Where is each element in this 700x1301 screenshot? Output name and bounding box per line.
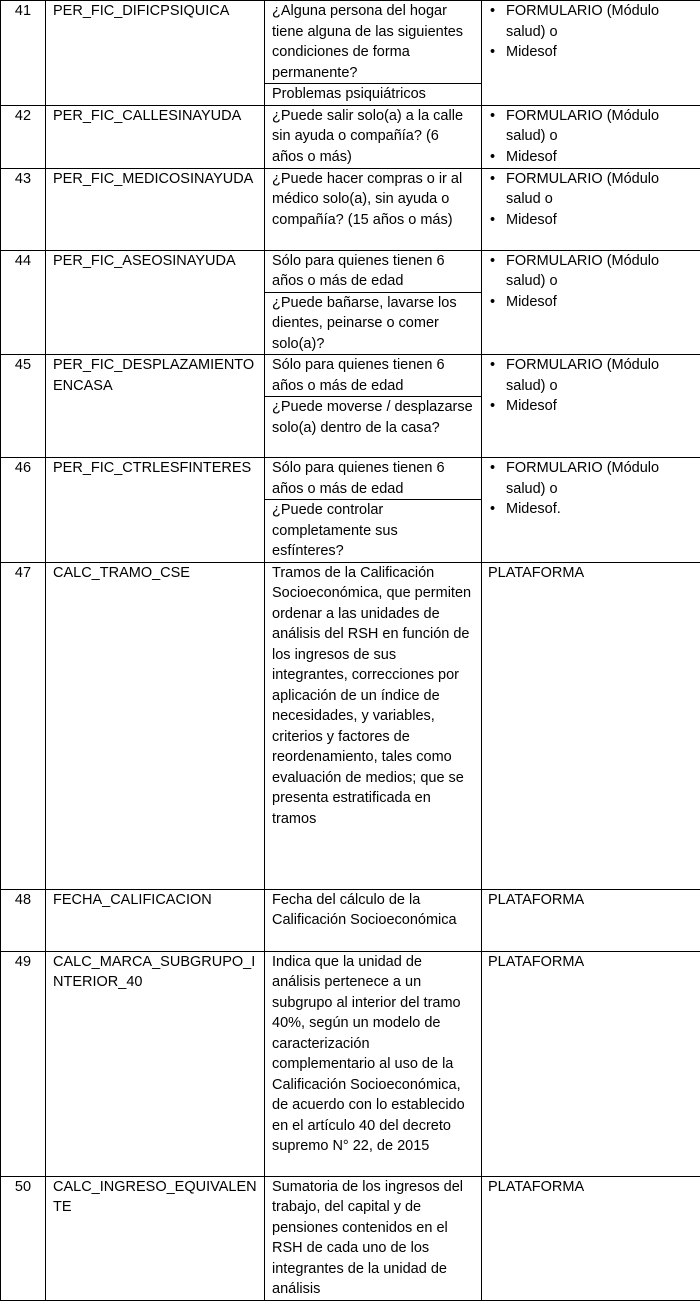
source-list-item: • Midesof: [488, 42, 696, 63]
variable-code: PER_FIC_DESPLAZAMIENTOENCASA: [46, 355, 265, 458]
source-list: [488, 1, 696, 63]
table-row: [1, 355, 700, 458]
row-number: 45: [1, 355, 46, 458]
table-row: [1, 458, 700, 563]
source-list-item: • Midesof: [488, 210, 696, 231]
variable-source: [482, 889, 700, 951]
variable-description: [265, 105, 482, 168]
description-part: Tramos de la Calificación Socioeconómica, que permiten ordenar a las unidades de análisis del RSH en función de los ingresos de sus integrantes, correcciones por aplicación de un índice de necesidades, y variables, criterios y factores de reordenamiento, tales como evaluación de medios; que se presenta estratificada en tramos: [272, 563, 473, 830]
source-list-item: • Midesof: [488, 396, 696, 417]
variable-source: [482, 168, 700, 250]
description-part: Indica que la unidad de análisis pertenece a un subgrupo al interior del tramo 40%, según un modelo de caracterización complementario al uso de la Calificación Socioeconómica, de acuerdo con lo establecido en el artículo 40 del decreto supremo N° 22, de 2015: [272, 952, 473, 1157]
source-list-item: • FORMULARIO (Módulo salud o: [488, 169, 696, 210]
source-list: [488, 355, 696, 417]
variable-code: PER_FIC_MEDICOSINAYUDA: [46, 168, 265, 250]
variable-source: [482, 105, 700, 168]
description-part: Sólo para quienes tienen 6 años o más de edad: [272, 251, 473, 292]
source-text: PLATAFORMA: [488, 1177, 696, 1198]
source-text: PLATAFORMA: [488, 952, 696, 973]
source-list-item: • Midesof: [488, 147, 696, 168]
table-row: [1, 250, 700, 355]
variable-code: CALC_MARCA_SUBGRUPO_INTERIOR_40: [46, 951, 265, 1176]
variable-source: [482, 951, 700, 1176]
variable-description: [265, 951, 482, 1176]
description-part: Fecha del cálculo de la Calificación Socioeconómica: [272, 890, 473, 931]
description-part: Sumatoria de los ingresos del trabajo, del capital y de pensiones contenidos en el RSH de cada uno de los integrantes de la unidad de análisis: [272, 1177, 473, 1300]
variable-description: [265, 250, 482, 355]
description-part: Problemas psiquiátricos: [265, 83, 481, 105]
source-list-item: • FORMULARIO (Módulo salud) o: [488, 458, 696, 499]
variable-code: PER_FIC_DIFICPSIQUICA: [46, 1, 265, 106]
source-list-item: • Midesof.: [488, 499, 696, 520]
variable-code: PER_FIC_CALLESINAYUDA: [46, 105, 265, 168]
description-part: Sólo para quienes tienen 6 años o más de edad: [272, 355, 473, 396]
table-row: [1, 168, 700, 250]
variable-code: PER_FIC_CTRLESFINTERES: [46, 458, 265, 563]
table-row: [1, 951, 700, 1176]
table-row: [1, 1, 700, 106]
row-number: 43: [1, 168, 46, 250]
description-part: ¿Puede bañarse, lavarse los dientes, peinarse o comer solo(a)?: [265, 292, 481, 355]
source-list-item: • FORMULARIO (Módulo salud) o: [488, 106, 696, 147]
table-row: [1, 889, 700, 951]
source-list-item: • FORMULARIO (Módulo salud) o: [488, 355, 696, 396]
variable-code: FECHA_CALIFICACION: [46, 889, 265, 951]
row-number: 46: [1, 458, 46, 563]
source-list: [488, 106, 696, 168]
row-number: 49: [1, 951, 46, 1176]
source-text: PLATAFORMA: [488, 563, 696, 584]
variable-description: [265, 1176, 482, 1300]
row-number: 47: [1, 562, 46, 889]
variable-code: CALC_TRAMO_CSE: [46, 562, 265, 889]
description-part: ¿Puede controlar completamente sus esfínteres?: [265, 499, 481, 562]
variable-source: [482, 562, 700, 889]
description-part: ¿Alguna persona del hogar tiene alguna de las siguientes condiciones de forma permanente?: [272, 1, 473, 83]
variable-source: [482, 458, 700, 563]
variable-description: [265, 355, 482, 458]
variable-source: [482, 250, 700, 355]
table-row: [1, 105, 700, 168]
variable-description: [265, 889, 482, 951]
row-number: 42: [1, 105, 46, 168]
row-number: 48: [1, 889, 46, 951]
row-number: 41: [1, 1, 46, 106]
variable-description: [265, 1, 482, 106]
source-text: PLATAFORMA: [488, 890, 696, 911]
variable-description: [265, 458, 482, 563]
description-part: ¿Puede hacer compras o ir al médico solo(a), sin ayuda o compañía? (15 años o más): [272, 169, 473, 231]
variable-source: [482, 1, 700, 106]
description-part: ¿Puede salir solo(a) a la calle sin ayuda o compañía? (6 años o más): [272, 106, 473, 168]
variables-table-body: [1, 1, 700, 1301]
description-part: ¿Puede moverse / desplazarse solo(a) dentro de la casa?: [265, 396, 481, 438]
source-list-item: • FORMULARIO (Módulo salud) o: [488, 1, 696, 42]
variable-code: PER_FIC_ASEOSINAYUDA: [46, 250, 265, 355]
table-row: [1, 1176, 700, 1300]
source-list: [488, 458, 696, 520]
variable-code: CALC_INGRESO_EQUIVALENTE: [46, 1176, 265, 1300]
source-list: [488, 169, 696, 231]
row-number: 44: [1, 250, 46, 355]
variable-source: [482, 355, 700, 458]
variable-description: [265, 562, 482, 889]
variable-description: [265, 168, 482, 250]
table-row: [1, 562, 700, 889]
description-part: Sólo para quienes tienen 6 años o más de edad: [272, 458, 473, 499]
source-list-item: • Midesof: [488, 292, 696, 313]
source-list-item: • FORMULARIO (Módulo salud) o: [488, 251, 696, 292]
row-number: 50: [1, 1176, 46, 1300]
variable-source: [482, 1176, 700, 1300]
source-list: [488, 251, 696, 313]
